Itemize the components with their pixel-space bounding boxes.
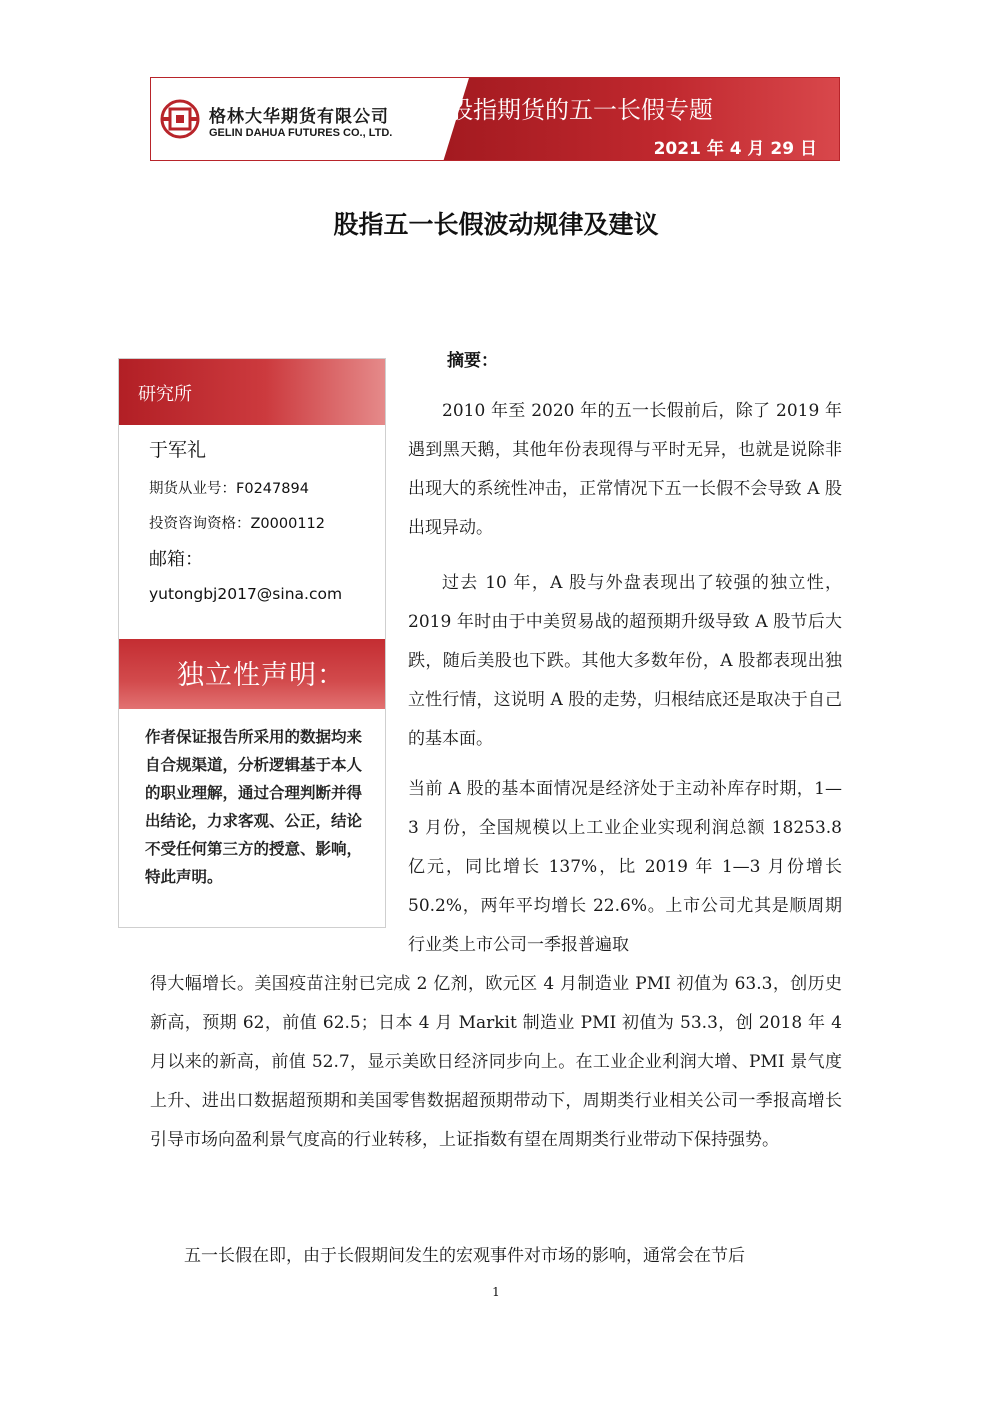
document-title: 股指五一长假波动规律及建议 (333, 210, 659, 239)
author-name: 于军礼 (149, 439, 207, 461)
paragraph-2: 过去 10 年，A 股与外盘表现出了较强的独立性，2019 年时由于中美贸易战的超预期升级导致 A 股节后大跌，随后美股也下跌。其他大多数年份，A 股都表现出独立性行情，这说明 A 股的走势，归根结底还是取决于自己的基本面。 (408, 573, 842, 749)
page-number: 1 (492, 1285, 500, 1299)
abstract-label: 摘要： (447, 351, 498, 371)
independence-statement-header (119, 639, 385, 709)
paragraph-3-part-2: 得大幅增长。美国疫苗注射已完成 2 亿剂，欧元区 4 月制造业 PMI 初值为 63.3，创历史新高，预期 62，前值 62.5；日本 4 月 Markit 制造业 PMI 初值为 53.3，创 2018 年 4 月以来的新高，前值 52.7，显示美欧日经济同步向上。在工业企业利润大增、PMI 景气度上升、进出口数据超预期和美国零售数据超预期带动下，周期类行业相关公司一季报高增长引导市场向盈利景气度高的行业转移，上证指数有望在周期类行业带动下保持强势。 (150, 974, 842, 1150)
license-number: 期货从业号：F0247894 (149, 481, 309, 497)
independence-statement-label: 独立性声明： (177, 660, 345, 691)
email-label: 邮箱： (149, 549, 203, 570)
report-topic: 股指期货的五一长假专题 (449, 96, 713, 124)
author-email: yutongbj2017@sina.com (149, 585, 343, 603)
paragraph-4: 五一长假在即，由于长假期间发生的宏观事件对市场的影响，通常会在节后 (184, 1246, 745, 1266)
company-name-en: GELIN DAHUA FUTURES CO., LTD. (209, 127, 393, 139)
paragraph-1: 2010 年至 2020 年的五一长假前后，除了 2019 年遇到黑天鹅，其他年份表现得与平时无异，也就是说除非出现大的系统性冲击，正常情况下五一长假不会导致 A 股出现异动。 (408, 401, 842, 538)
sidebar-section-label: 研究所 (138, 384, 192, 405)
report-header (150, 77, 840, 161)
independence-statement-text: 作者保证报告所采用的数据均来自合规渠道，分析逻辑基于本人的职业理解，通过合理判断并得出结论，力求客观、公正，结论不受任何第三方的授意、影响，特此声明。 (145, 728, 363, 886)
consulting-qualification: 投资咨询资格：Z0000112 (149, 516, 326, 532)
company-name-cn: 格林大华期货有限公司 (209, 107, 389, 127)
report-date: 2021 年 4 月 29 日 (653, 139, 817, 159)
paragraph-3-part-1: 当前 A 股的基本面情况是经济处于主动补库存时期，1—3 月份，全国规模以上工业企业实现利润总额 18253.8 亿元，同比增长 137%，比 2019 年 1—3 月份增长 50.2%，两年平均增长 22.6%。上市公司尤其是顺周期行业类上市公司一季报普遍取 (408, 779, 842, 955)
author-sidebar (118, 358, 386, 928)
sidebar-header (119, 359, 385, 425)
company-logo-icon (160, 99, 200, 139)
